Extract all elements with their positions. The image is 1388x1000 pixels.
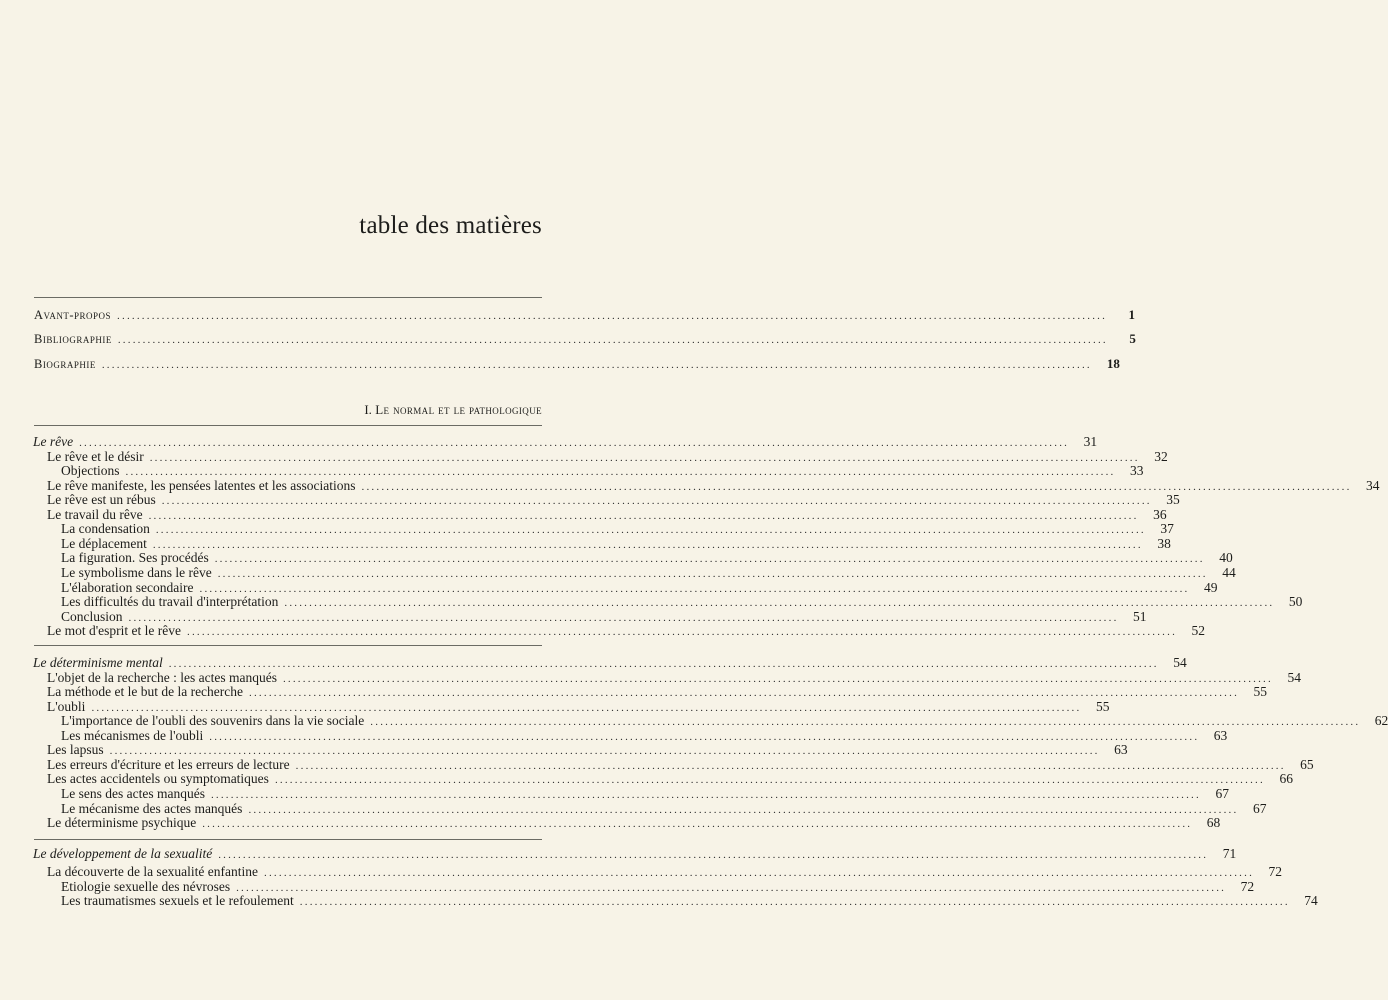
toc-entry [61, 785, 1229, 801]
dot-leader: ........................................................................................................................................................................................................ [209, 730, 1200, 743]
toc-entry [47, 492, 1180, 508]
entry-label: Le déterminisme mental [33, 655, 163, 670]
toc-entry [47, 448, 1168, 464]
dot-leader: ........................................................................................................................................................................................................ [125, 466, 1116, 479]
toc-entry [61, 727, 1228, 743]
page-number: 32 [1154, 448, 1168, 464]
chapter-entry [33, 434, 1098, 449]
page-number: 51 [1133, 608, 1147, 624]
dot-leader: ........................................................................................................................................................................................................ [109, 745, 1100, 758]
entry-label: Conclusion [61, 608, 123, 624]
chapter-entry [33, 655, 1187, 670]
page-title: table des matières [359, 212, 542, 239]
page-number: 52 [1191, 623, 1206, 639]
entry-label: Le rêve [33, 434, 74, 449]
toc-entry [61, 878, 1255, 894]
entry-label: Le symbolisme dans le rêve [61, 564, 212, 580]
page-number: 44 [1222, 564, 1236, 580]
part-heading [0, 402, 542, 418]
entry-label: Le rêve est un rébus [47, 492, 156, 508]
page-number: 33 [1130, 463, 1144, 479]
entry-label: La condensation [61, 521, 150, 537]
page-number: 38 [1157, 535, 1171, 551]
toc-entry [47, 684, 1268, 700]
page-number: 55 [1253, 684, 1268, 700]
entry-label: Le travail du rêve [47, 506, 143, 522]
page-number: 35 [1166, 492, 1180, 508]
dot-leader: ........................................................................................................................................................................................................ [249, 687, 1240, 700]
dot-leader: ........................................................................................................................................................................................................ [274, 774, 1265, 787]
toc-entry [47, 669, 1301, 685]
entry-label: Les mécanismes de l'oubli [61, 727, 204, 743]
entry-label: L'importance de l'oubli des souvenirs dans la vie sociale [61, 713, 365, 729]
toc-entry [61, 594, 1303, 610]
dot-leader: ........................................................................................................................................................................................................ [187, 626, 1178, 639]
dot-leader: ........................................................................................................................................................................................................ [155, 524, 1146, 537]
toc-entry [61, 550, 1233, 566]
page-number: 54 [1287, 669, 1301, 685]
toc-entry [61, 713, 1388, 729]
entry-label: La méthode et le but de la recherche [47, 684, 244, 700]
page-number: 67 [1252, 800, 1267, 816]
toc-entry [47, 477, 1380, 493]
page-number: 63 [1213, 727, 1228, 743]
entry-label: Les difficultés du travail d'interprétation [61, 594, 279, 610]
page-number: 54 [1173, 655, 1187, 670]
toc-entry [47, 506, 1167, 522]
page-number: 50 [1288, 594, 1303, 610]
dot-leader: ........................................................................................................................................................................................................ [214, 553, 1205, 566]
toc-entry [47, 623, 1206, 639]
dot-leader: ........................................................................................................................................................................................................ [217, 567, 1208, 580]
toc-entry [61, 579, 1218, 595]
dot-leader: ........................................................................................................................................................................................................ [202, 818, 1193, 831]
divider [34, 645, 542, 646]
dot-leader: ........................................................................................................................................................................................................ [168, 658, 1159, 670]
dot-leader: ........................................................................................................................................................................................................ [199, 582, 1190, 595]
page-number: 68 [1206, 815, 1221, 831]
toc-entry [47, 698, 1110, 714]
dot-leader: ........................................................................................................................................................................................................ [218, 849, 1209, 861]
entry-label: Le mécanisme des actes manqués [61, 800, 243, 816]
dot-leader: ........................................................................................................................................................................................................ [264, 867, 1255, 879]
page-number: 34 [1366, 477, 1380, 493]
toc-entry [61, 463, 1144, 479]
entry-label: Les traumatismes sexuels et le refoulement [61, 893, 294, 909]
toc-entry [61, 608, 1147, 624]
entry-label: L'objet de la recherche : les actes manqués [47, 669, 277, 685]
dot-leader: ........................................................................................................................................................................................................ [117, 334, 1108, 346]
toc-entry [61, 800, 1267, 816]
page-number: 31 [1083, 434, 1098, 449]
page-number: 74 [1304, 893, 1318, 909]
part-numeral: I. [364, 402, 372, 417]
page-number: 18 [1106, 356, 1120, 371]
toc-entry [47, 815, 1221, 831]
dot-leader: ........................................................................................................................................................................................................ [299, 896, 1290, 909]
dot-leader: ........................................................................................................................................................................................................ [282, 672, 1273, 685]
dot-leader: ........................................................................................................................................................................................................ [128, 611, 1119, 624]
page-number: 1 [1128, 307, 1136, 322]
divider [34, 425, 542, 426]
front-matter-entry [34, 307, 1136, 322]
chapter-entry [33, 846, 1237, 861]
entry-label: Le sens des actes manqués [61, 785, 205, 801]
page-number: 36 [1153, 506, 1167, 522]
page-number: 66 [1279, 771, 1293, 787]
dot-leader: ........................................................................................................................................................................................................ [79, 437, 1070, 449]
entry-label: Le mot d'esprit et le rêve [47, 623, 182, 639]
page-number: 63 [1114, 742, 1128, 758]
page-number: 71 [1222, 846, 1237, 861]
dot-leader: ........................................................................................................................................................................................................ [117, 310, 1108, 322]
entry-label: Les actes accidentels ou symptomatiques [47, 771, 269, 787]
dot-leader: ........................................................................................................................................................................................................ [161, 495, 1152, 508]
page-number: 62 [1374, 713, 1388, 729]
entry-label: La figuration. Ses procédés [61, 550, 209, 566]
page-number: 55 [1095, 698, 1110, 714]
entry-label: La découverte de la sexualité enfantine [47, 864, 259, 879]
dot-leader: ........................................................................................................................................................................................................ [361, 480, 1352, 493]
dot-leader: ........................................................................................................................................................................................................ [148, 509, 1139, 522]
part-title: Le normal et le pathologique [375, 402, 542, 417]
dot-leader: ........................................................................................................................................................................................................ [210, 788, 1201, 801]
entry-label: Biographie [34, 357, 96, 371]
entry-label: L'oubli [47, 698, 86, 714]
entry-label: Etiologie sexuelle des névroses [61, 878, 231, 894]
dot-leader: ........................................................................................................................................................................................................ [101, 359, 1092, 371]
entry-label: Les erreurs d'écriture et les erreurs de lecture [47, 756, 290, 772]
toc-entry [47, 771, 1293, 787]
page-number: 72 [1268, 864, 1283, 879]
entry-label: Le déterminisme psychique [47, 815, 197, 831]
entry-label: Le rêve manifeste, les pensées latentes et les associations [47, 477, 356, 493]
entry-label: Avant-propos [34, 308, 112, 322]
page-number: 65 [1300, 756, 1314, 772]
toc-entry [61, 535, 1171, 551]
toc-entry [61, 521, 1174, 537]
dot-leader: ........................................................................................................................................................................................................ [91, 701, 1082, 714]
entry-label: Bibliographie [34, 332, 112, 346]
toc-entry [47, 742, 1128, 758]
front-matter-entry [34, 356, 1120, 371]
dot-leader: ........................................................................................................................................................................................................ [248, 803, 1239, 816]
entry-label: Objections [61, 463, 120, 479]
front-matter-entry [34, 331, 1136, 346]
page-number: 49 [1204, 579, 1218, 595]
divider [34, 839, 542, 840]
dot-leader: ........................................................................................................................................................................................................ [149, 451, 1140, 464]
page-number: 72 [1240, 878, 1255, 894]
toc-entry [47, 756, 1314, 772]
dot-leader: ........................................................................................................................................................................................................ [236, 881, 1227, 894]
page-number: 67 [1215, 785, 1229, 801]
page-number: 37 [1160, 521, 1174, 537]
entry-label: Le développement de la sexualité [33, 846, 213, 861]
dot-leader: ........................................................................................................................................................................................................ [152, 538, 1143, 551]
dot-leader: ........................................................................................................................................................................................................ [295, 759, 1286, 772]
divider [34, 297, 542, 298]
entry-label: Le rêve et le désir [47, 448, 144, 464]
entry-label: Le déplacement [61, 535, 147, 551]
dot-leader: ........................................................................................................................................................................................................ [370, 716, 1361, 729]
page-number: 5 [1129, 331, 1136, 346]
toc-entry [61, 893, 1318, 909]
toc-entry [47, 864, 1283, 879]
dot-leader: ........................................................................................................................................................................................................ [284, 597, 1275, 610]
toc-entry [61, 564, 1236, 580]
page-number: 40 [1219, 550, 1233, 566]
entry-label: Les lapsus [47, 742, 104, 758]
entry-label: L'élaboration secondaire [61, 579, 194, 595]
